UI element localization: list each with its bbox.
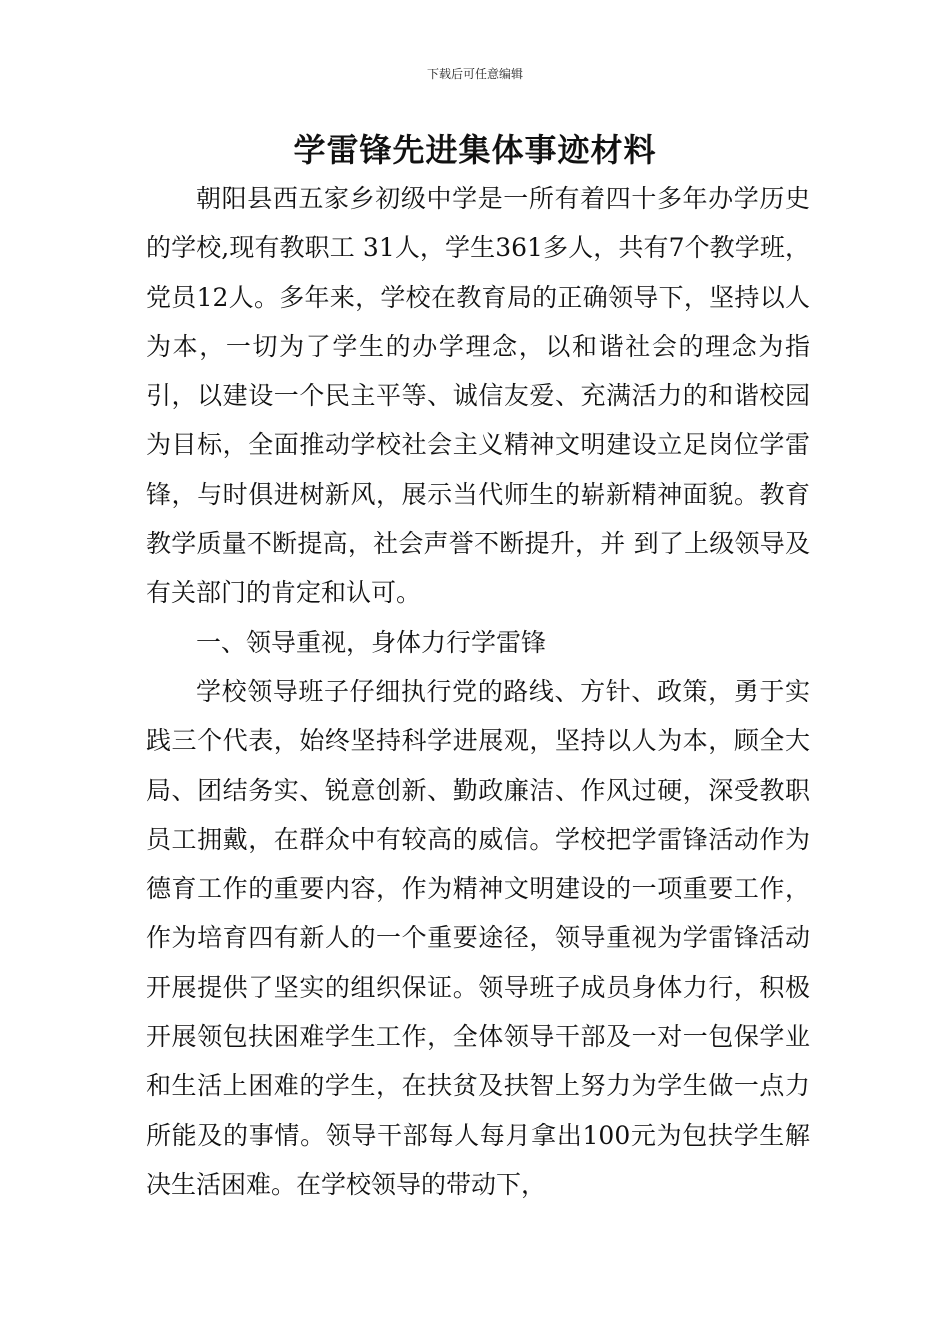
section-heading-1: 一、领导重视，身体力行学雷锋 bbox=[196, 627, 547, 657]
page-header-note: 下载后可任意编辑 bbox=[426, 67, 523, 81]
document-title: 学雷锋先进集体事迹材料 bbox=[293, 131, 657, 169]
paragraph-intro: 朝阳县西五家乡初级中学是一所有着四十多年办学历史的学校,现有教职工 31人，学生361多人，共有7个教学班，党员12人。多年来，学校在教育局的正确领导下，坚持以人为本，一切为了学生的办学理念，以和谐社会的理念为指引，以建设一个民主平等、诚信友爱、充满活力的和谐校园为目标，全面推动学校社会主义精神文明建设立足岗位学雷锋，与时俱进树新风，展示当代师生的崭新精神面貌。教育教学质量不断提高，社会声誉不断提升，并 到了上级领导及有关部门的肯定和认可。 bbox=[146, 184, 810, 608]
paragraph-section-1: 学校领导班子仔细执行党的路线、方针、政策，勇于实践三个代表，始终坚持科学进展观，坚持以人为本，顾全大局、团结务实、锐意创新、勤政廉洁、作风过硬，深受教职员工拥戴，在群众中有较高的威信。学校把学雷锋活动作为德育工作的重要内容，作为精神文明建设的一项重要工作，作为培育四有新人的一个重要途径，领导重视为学雷锋活动开展提供了坚实的组织保证。领导班子成员身体力行，积极开展领包扶困难学生工作，全体领导干部及一对一包保学业和生活上困难的学生，在扶贫及扶智上努力为学生做一点力所能及的事情。领导干部每人每月拿出100元为包扶学生解决生活困难。在学校领导的带动下， bbox=[146, 676, 810, 1199]
document-body bbox=[146, 174, 810, 1209]
